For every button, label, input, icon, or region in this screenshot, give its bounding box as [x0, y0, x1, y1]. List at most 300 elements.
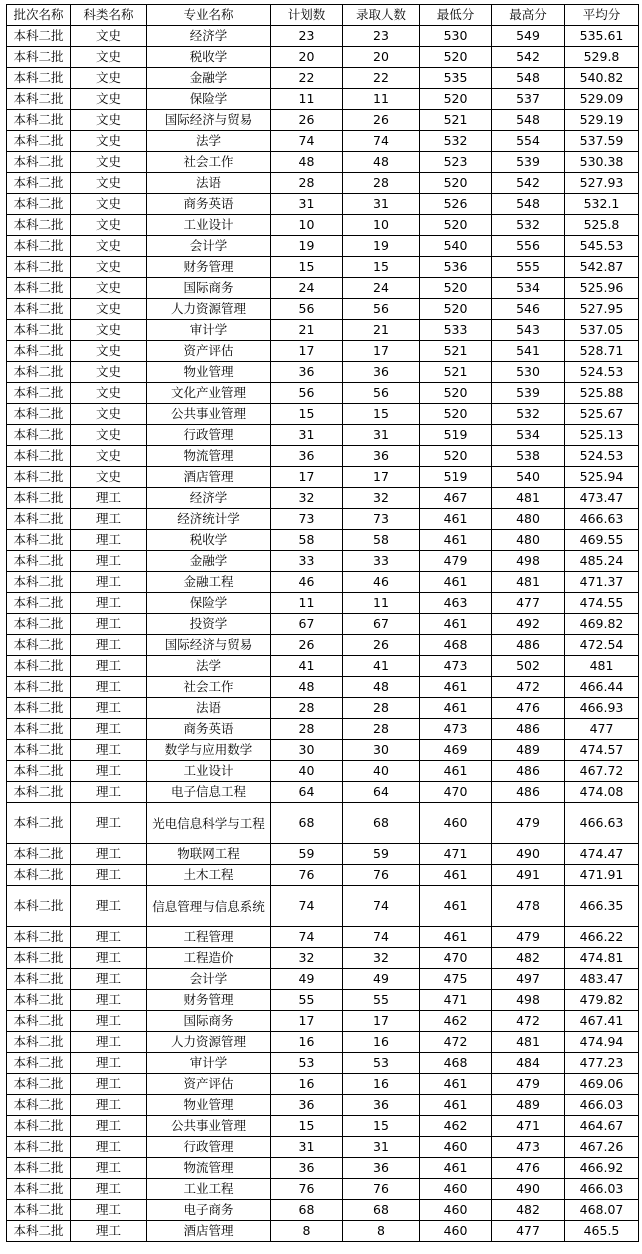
cell-avg-score: 485.24	[565, 551, 639, 572]
cell-major: 会计学	[147, 969, 271, 990]
cell-plan-count: 76	[271, 1179, 343, 1200]
cell-min-score: 479	[420, 551, 492, 572]
cell-category: 理工	[71, 948, 147, 969]
cell-admitted-count: 36	[343, 1095, 420, 1116]
cell-plan-count: 46	[271, 572, 343, 593]
cell-min-score: 521	[420, 341, 492, 362]
cell-plan-count: 31	[271, 1137, 343, 1158]
cell-plan-count: 48	[271, 677, 343, 698]
cell-major: 金融学	[147, 68, 271, 89]
table-row	[7, 782, 639, 803]
cell-max-score: 540	[492, 467, 565, 488]
cell-major: 物业管理	[147, 1095, 271, 1116]
cell-batch: 本科二批	[7, 635, 71, 656]
cell-batch: 本科二批	[7, 948, 71, 969]
cell-max-score: 476	[492, 698, 565, 719]
table-row	[7, 278, 639, 299]
cell-admitted-count: 21	[343, 320, 420, 341]
cell-category: 理工	[71, 1137, 147, 1158]
cell-batch: 本科二批	[7, 698, 71, 719]
cell-category: 理工	[71, 635, 147, 656]
cell-max-score: 534	[492, 425, 565, 446]
cell-major: 投资学	[147, 614, 271, 635]
cell-category: 文史	[71, 467, 147, 488]
table-row	[7, 1053, 639, 1074]
table-row	[7, 257, 639, 278]
cell-max-score: 492	[492, 614, 565, 635]
cell-avg-score: 471.37	[565, 572, 639, 593]
table-row	[7, 677, 639, 698]
cell-batch: 本科二批	[7, 509, 71, 530]
cell-min-score: 461	[420, 927, 492, 948]
cell-batch: 本科二批	[7, 278, 71, 299]
cell-max-score: 481	[492, 572, 565, 593]
cell-min-score: 461	[420, 614, 492, 635]
cell-category: 文史	[71, 425, 147, 446]
cell-min-score: 460	[420, 1200, 492, 1221]
cell-major: 工业设计	[147, 215, 271, 236]
cell-avg-score: 474.55	[565, 593, 639, 614]
cell-plan-count: 11	[271, 89, 343, 110]
cell-plan-count: 23	[271, 26, 343, 47]
cell-plan-count: 11	[271, 593, 343, 614]
table-row	[7, 89, 639, 110]
cell-admitted-count: 17	[343, 1011, 420, 1032]
cell-major: 经济学	[147, 488, 271, 509]
cell-min-score: 468	[420, 1053, 492, 1074]
cell-plan-count: 10	[271, 215, 343, 236]
cell-avg-score: 467.41	[565, 1011, 639, 1032]
cell-avg-score: 542.87	[565, 257, 639, 278]
table-row	[7, 1221, 639, 1242]
cell-avg-score: 473.47	[565, 488, 639, 509]
cell-plan-count: 31	[271, 425, 343, 446]
header-plan-count: 计划数	[271, 5, 343, 26]
cell-min-score: 520	[420, 299, 492, 320]
cell-avg-score: 525.67	[565, 404, 639, 425]
cell-max-score: 489	[492, 1095, 565, 1116]
cell-batch: 本科二批	[7, 362, 71, 383]
cell-avg-score: 477.23	[565, 1053, 639, 1074]
cell-avg-score: 466.63	[565, 509, 639, 530]
cell-avg-score: 466.35	[565, 886, 639, 927]
cell-min-score: 460	[420, 1221, 492, 1242]
cell-admitted-count: 16	[343, 1074, 420, 1095]
cell-plan-count: 36	[271, 446, 343, 467]
cell-batch: 本科二批	[7, 990, 71, 1011]
cell-max-score: 479	[492, 803, 565, 844]
table-row	[7, 969, 639, 990]
cell-category: 文史	[71, 47, 147, 68]
cell-admitted-count: 15	[343, 404, 420, 425]
cell-plan-count: 56	[271, 299, 343, 320]
cell-min-score: 520	[420, 173, 492, 194]
cell-major: 工业工程	[147, 1179, 271, 1200]
cell-avg-score: 479.82	[565, 990, 639, 1011]
cell-batch: 本科二批	[7, 236, 71, 257]
cell-plan-count: 73	[271, 509, 343, 530]
cell-max-score: 482	[492, 1200, 565, 1221]
cell-batch: 本科二批	[7, 488, 71, 509]
cell-admitted-count: 59	[343, 844, 420, 865]
cell-batch: 本科二批	[7, 320, 71, 341]
cell-major: 商务英语	[147, 719, 271, 740]
table-row	[7, 990, 639, 1011]
cell-major: 社会工作	[147, 677, 271, 698]
cell-major: 工程造价	[147, 948, 271, 969]
cell-major: 商务英语	[147, 194, 271, 215]
cell-batch: 本科二批	[7, 1200, 71, 1221]
table-row	[7, 551, 639, 572]
cell-category: 理工	[71, 1200, 147, 1221]
table-row	[7, 110, 639, 131]
cell-min-score: 519	[420, 467, 492, 488]
header-batch: 批次名称	[7, 5, 71, 26]
cell-max-score: 546	[492, 299, 565, 320]
cell-min-score: 471	[420, 844, 492, 865]
cell-avg-score: 469.55	[565, 530, 639, 551]
cell-category: 文史	[71, 215, 147, 236]
cell-admitted-count: 32	[343, 948, 420, 969]
table-row	[7, 719, 639, 740]
cell-max-score: 498	[492, 551, 565, 572]
cell-category: 文史	[71, 173, 147, 194]
cell-plan-count: 48	[271, 152, 343, 173]
cell-category: 理工	[71, 990, 147, 1011]
cell-major: 电子商务	[147, 1200, 271, 1221]
cell-batch: 本科二批	[7, 719, 71, 740]
cell-batch: 本科二批	[7, 572, 71, 593]
cell-admitted-count: 8	[343, 1221, 420, 1242]
cell-batch: 本科二批	[7, 614, 71, 635]
cell-max-score: 555	[492, 257, 565, 278]
cell-category: 理工	[71, 969, 147, 990]
cell-avg-score: 467.26	[565, 1137, 639, 1158]
cell-plan-count: 55	[271, 990, 343, 1011]
cell-admitted-count: 74	[343, 131, 420, 152]
cell-plan-count: 53	[271, 1053, 343, 1074]
cell-category: 文史	[71, 194, 147, 215]
cell-min-score: 470	[420, 948, 492, 969]
table-row	[7, 1200, 639, 1221]
cell-max-score: 473	[492, 1137, 565, 1158]
cell-max-score: 477	[492, 593, 565, 614]
cell-min-score: 520	[420, 278, 492, 299]
cell-min-score: 461	[420, 1074, 492, 1095]
cell-max-score: 542	[492, 173, 565, 194]
table-row	[7, 26, 639, 47]
table-row	[7, 844, 639, 865]
admission-score-table	[6, 4, 639, 1242]
cell-admitted-count: 58	[343, 530, 420, 551]
cell-plan-count: 36	[271, 1095, 343, 1116]
cell-admitted-count: 15	[343, 1116, 420, 1137]
cell-max-score: 497	[492, 969, 565, 990]
cell-max-score: 530	[492, 362, 565, 383]
cell-category: 理工	[71, 740, 147, 761]
cell-plan-count: 17	[271, 1011, 343, 1032]
table-row	[7, 152, 639, 173]
cell-max-score: 502	[492, 656, 565, 677]
cell-min-score: 540	[420, 236, 492, 257]
cell-avg-score: 527.95	[565, 299, 639, 320]
table-row	[7, 488, 639, 509]
cell-avg-score: 474.94	[565, 1032, 639, 1053]
cell-batch: 本科二批	[7, 341, 71, 362]
cell-category: 理工	[71, 677, 147, 698]
cell-max-score: 548	[492, 110, 565, 131]
cell-min-score: 520	[420, 215, 492, 236]
cell-max-score: 486	[492, 782, 565, 803]
cell-category: 文史	[71, 404, 147, 425]
cell-max-score: 532	[492, 215, 565, 236]
cell-plan-count: 74	[271, 886, 343, 927]
cell-avg-score: 466.03	[565, 1179, 639, 1200]
cell-category: 文史	[71, 26, 147, 47]
cell-plan-count: 22	[271, 68, 343, 89]
table-row	[7, 572, 639, 593]
cell-min-score: 526	[420, 194, 492, 215]
cell-batch: 本科二批	[7, 593, 71, 614]
cell-major: 金融工程	[147, 572, 271, 593]
cell-admitted-count: 33	[343, 551, 420, 572]
cell-avg-score: 537.05	[565, 320, 639, 341]
cell-batch: 本科二批	[7, 299, 71, 320]
cell-admitted-count: 68	[343, 1200, 420, 1221]
table-row	[7, 215, 639, 236]
cell-admitted-count: 20	[343, 47, 420, 68]
cell-plan-count: 28	[271, 173, 343, 194]
cell-min-score: 467	[420, 488, 492, 509]
cell-plan-count: 31	[271, 194, 343, 215]
cell-max-score: 538	[492, 446, 565, 467]
cell-batch: 本科二批	[7, 68, 71, 89]
table-row	[7, 593, 639, 614]
cell-major: 工业设计	[147, 761, 271, 782]
cell-min-score: 530	[420, 26, 492, 47]
cell-batch: 本科二批	[7, 803, 71, 844]
cell-max-score: 484	[492, 1053, 565, 1074]
table-row	[7, 509, 639, 530]
cell-avg-score: 525.13	[565, 425, 639, 446]
cell-category: 理工	[71, 593, 147, 614]
cell-plan-count: 30	[271, 740, 343, 761]
table-row	[7, 1179, 639, 1200]
cell-batch: 本科二批	[7, 1011, 71, 1032]
table-row	[7, 886, 639, 927]
cell-category: 理工	[71, 1011, 147, 1032]
cell-max-score: 539	[492, 152, 565, 173]
cell-avg-score: 471.91	[565, 865, 639, 886]
cell-category: 文史	[71, 68, 147, 89]
cell-major: 人力资源管理	[147, 1032, 271, 1053]
table-row	[7, 1074, 639, 1095]
cell-plan-count: 76	[271, 865, 343, 886]
cell-avg-score: 483.47	[565, 969, 639, 990]
cell-batch: 本科二批	[7, 1053, 71, 1074]
table-row	[7, 341, 639, 362]
cell-min-score: 461	[420, 761, 492, 782]
cell-plan-count: 16	[271, 1074, 343, 1095]
cell-batch: 本科二批	[7, 927, 71, 948]
cell-max-score: 480	[492, 509, 565, 530]
cell-major: 经济学	[147, 26, 271, 47]
cell-category: 理工	[71, 509, 147, 530]
cell-min-score: 535	[420, 68, 492, 89]
cell-major: 国际经济与贸易	[147, 110, 271, 131]
cell-plan-count: 24	[271, 278, 343, 299]
cell-major: 金融学	[147, 551, 271, 572]
cell-min-score: 520	[420, 47, 492, 68]
cell-category: 理工	[71, 551, 147, 572]
cell-category: 理工	[71, 886, 147, 927]
cell-avg-score: 532.1	[565, 194, 639, 215]
cell-plan-count: 33	[271, 551, 343, 572]
cell-min-score: 468	[420, 635, 492, 656]
cell-category: 理工	[71, 572, 147, 593]
cell-batch: 本科二批	[7, 1221, 71, 1242]
cell-batch: 本科二批	[7, 1095, 71, 1116]
cell-batch: 本科二批	[7, 152, 71, 173]
cell-avg-score: 477	[565, 719, 639, 740]
cell-max-score: 489	[492, 740, 565, 761]
cell-avg-score: 481	[565, 656, 639, 677]
cell-plan-count: 17	[271, 341, 343, 362]
cell-avg-score: 545.53	[565, 236, 639, 257]
cell-max-score: 548	[492, 68, 565, 89]
cell-max-score: 542	[492, 47, 565, 68]
cell-plan-count: 68	[271, 803, 343, 844]
cell-admitted-count: 26	[343, 110, 420, 131]
cell-category: 文史	[71, 152, 147, 173]
cell-batch: 本科二批	[7, 1074, 71, 1095]
cell-major: 公共事业管理	[147, 1116, 271, 1137]
cell-max-score: 490	[492, 844, 565, 865]
cell-min-score: 475	[420, 969, 492, 990]
cell-avg-score: 472.54	[565, 635, 639, 656]
cell-plan-count: 32	[271, 948, 343, 969]
cell-max-score: 543	[492, 320, 565, 341]
cell-min-score: 460	[420, 1179, 492, 1200]
cell-major: 资产评估	[147, 341, 271, 362]
cell-category: 理工	[71, 761, 147, 782]
cell-max-score: 472	[492, 1011, 565, 1032]
cell-plan-count: 67	[271, 614, 343, 635]
cell-max-score: 548	[492, 194, 565, 215]
header-min-score: 最低分	[420, 5, 492, 26]
cell-avg-score: 535.61	[565, 26, 639, 47]
table-row	[7, 1158, 639, 1179]
cell-min-score: 470	[420, 782, 492, 803]
cell-plan-count: 36	[271, 362, 343, 383]
cell-admitted-count: 26	[343, 635, 420, 656]
cell-min-score: 473	[420, 656, 492, 677]
cell-batch: 本科二批	[7, 656, 71, 677]
cell-admitted-count: 22	[343, 68, 420, 89]
cell-max-score: 532	[492, 404, 565, 425]
cell-max-score: 486	[492, 719, 565, 740]
cell-avg-score: 466.63	[565, 803, 639, 844]
cell-max-score: 486	[492, 761, 565, 782]
cell-avg-score: 464.67	[565, 1116, 639, 1137]
cell-admitted-count: 31	[343, 1137, 420, 1158]
cell-batch: 本科二批	[7, 425, 71, 446]
cell-min-score: 461	[420, 677, 492, 698]
cell-category: 文史	[71, 446, 147, 467]
cell-category: 理工	[71, 719, 147, 740]
cell-admitted-count: 17	[343, 341, 420, 362]
cell-major: 审计学	[147, 320, 271, 341]
cell-major: 行政管理	[147, 1137, 271, 1158]
cell-batch: 本科二批	[7, 761, 71, 782]
cell-min-score: 461	[420, 530, 492, 551]
table-row	[7, 131, 639, 152]
cell-max-score: 477	[492, 1221, 565, 1242]
cell-min-score: 520	[420, 446, 492, 467]
cell-category: 理工	[71, 782, 147, 803]
cell-admitted-count: 31	[343, 194, 420, 215]
cell-batch: 本科二批	[7, 446, 71, 467]
cell-major: 物流管理	[147, 446, 271, 467]
table-row	[7, 635, 639, 656]
cell-avg-score: 525.88	[565, 383, 639, 404]
cell-major: 财务管理	[147, 990, 271, 1011]
cell-max-score: 472	[492, 677, 565, 698]
table-row	[7, 656, 639, 677]
cell-major: 光电信息科学与工程	[147, 803, 271, 844]
table-row	[7, 803, 639, 844]
cell-admitted-count: 49	[343, 969, 420, 990]
cell-admitted-count: 28	[343, 173, 420, 194]
cell-batch: 本科二批	[7, 844, 71, 865]
table-row	[7, 173, 639, 194]
cell-admitted-count: 23	[343, 26, 420, 47]
header-row	[7, 5, 639, 26]
cell-max-score: 534	[492, 278, 565, 299]
cell-major: 财务管理	[147, 257, 271, 278]
cell-batch: 本科二批	[7, 194, 71, 215]
cell-batch: 本科二批	[7, 1032, 71, 1053]
cell-min-score: 460	[420, 803, 492, 844]
cell-avg-score: 467.72	[565, 761, 639, 782]
cell-batch: 本科二批	[7, 551, 71, 572]
cell-max-score: 549	[492, 26, 565, 47]
cell-max-score: 490	[492, 1179, 565, 1200]
cell-batch: 本科二批	[7, 886, 71, 927]
cell-avg-score: 474.08	[565, 782, 639, 803]
cell-batch: 本科二批	[7, 1158, 71, 1179]
cell-admitted-count: 11	[343, 593, 420, 614]
table-row	[7, 425, 639, 446]
cell-admitted-count: 74	[343, 886, 420, 927]
cell-plan-count: 17	[271, 467, 343, 488]
cell-major: 法学	[147, 131, 271, 152]
cell-batch: 本科二批	[7, 89, 71, 110]
cell-plan-count: 36	[271, 1158, 343, 1179]
cell-admitted-count: 41	[343, 656, 420, 677]
cell-avg-score: 527.93	[565, 173, 639, 194]
table-row	[7, 194, 639, 215]
cell-admitted-count: 17	[343, 467, 420, 488]
cell-admitted-count: 56	[343, 299, 420, 320]
cell-category: 理工	[71, 1179, 147, 1200]
cell-category: 文史	[71, 383, 147, 404]
cell-admitted-count: 28	[343, 719, 420, 740]
cell-max-score: 541	[492, 341, 565, 362]
cell-major: 文化产业管理	[147, 383, 271, 404]
cell-min-score: 461	[420, 865, 492, 886]
cell-min-score: 520	[420, 89, 492, 110]
